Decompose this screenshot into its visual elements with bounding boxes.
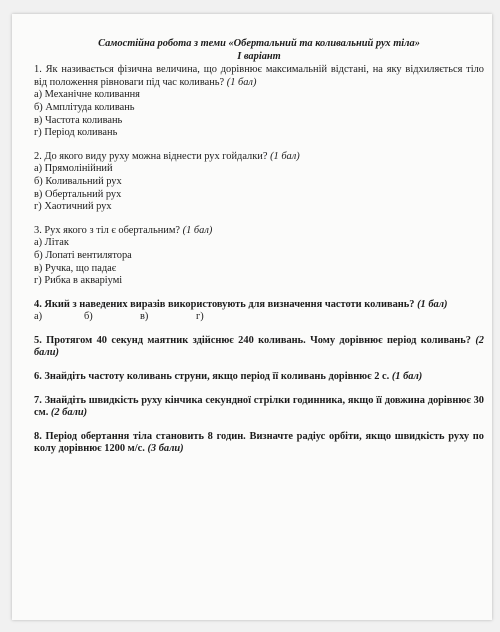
question-3-option-d: г) Рибка в акваріумі [34, 275, 123, 287]
question-3-points: (1 бал) [182, 224, 213, 236]
question-1-option-c: в) Частота коливань [34, 114, 123, 126]
question-1-option-d: г) Період коливань [34, 127, 118, 139]
question-3-text: 3. Рух якого з тіл є обертальним? (1 бал) [34, 224, 213, 236]
question-6 [34, 371, 484, 384]
question-2-text: 2. До якого виду руху можна віднести рух гойдалки? (1 бал) [34, 150, 300, 162]
question-2-option-a: а) Прямолінійний [34, 163, 113, 175]
question-8-points: (3 бали) [147, 443, 184, 455]
question-4-option-a: а) [34, 311, 43, 323]
question-6-text: 6. Знайдіть частоту коливань струни, якщо період її коливань дорівнює 2 с. (1 бал) [34, 371, 423, 383]
question-1-option-b: б) Амплітуда коливань [34, 101, 135, 113]
question-4 [34, 299, 484, 324]
question-2 [34, 151, 484, 214]
question-2-option-d: г) Хаотичний рух [34, 201, 112, 213]
question-5 [34, 335, 484, 360]
question-3-option-a: а) Літак [34, 237, 69, 249]
question-7-points: (2 бали) [50, 407, 88, 419]
question-4-option-c: в) [140, 311, 149, 323]
question-2-points: (1 бал) [270, 150, 300, 162]
worksheet-content [34, 38, 484, 467]
question-6-points: (1 бал) [391, 371, 423, 383]
question-4-option-b: б) [84, 311, 93, 323]
question-1-option-a: а) Механічне коливання [34, 89, 140, 101]
question-1-points: (1 бал) [226, 76, 257, 88]
question-3-option-c: в) Ручка, що падає [34, 262, 117, 274]
question-8-text: 8. Період обертання тіла становить 8 годин. Визначте радіус орбіти, якщо швидкість руху по колу дорівнює 1200 м/с. (3 бали) [34, 430, 484, 455]
question-5-points: (2 бали) [34, 334, 484, 359]
question-8 [34, 431, 484, 456]
question-4-option-d: г) [196, 311, 204, 323]
question-2-option-b: б) Коливальний рух [34, 175, 122, 187]
question-3 [34, 225, 484, 288]
question-7 [34, 395, 484, 420]
question-3-option-b: б) Лопаті вентилятора [34, 249, 132, 261]
question-1 [34, 64, 484, 140]
question-7-text: 7. Знайдіть швидкість руху кінчика секундної стрілки годинника, якщо її довжина дорівнює 30 см. (2 бали) [34, 394, 484, 419]
question-1-text: 1. Як називається фізична величина, що дорівнює максимальній відстані, на яку відхиляється тіло від положення рівноваги під час коливань? (1 бал) [34, 64, 484, 88]
question-4-options [34, 311, 484, 324]
variant-label: I варіант [237, 50, 281, 62]
question-2-option-c: в) Обертальний рух [34, 188, 122, 200]
worksheet-page [12, 14, 492, 620]
question-5-text: 5. Протягом 40 секунд маятник здійснює 240 коливань. Чому дорівнює період коливань? (2 бали) [34, 334, 484, 359]
worksheet-title: Самостійна робота з теми «Обертальний та коливальний рух тіла» [98, 38, 420, 49]
question-4-points: (1 бал) [417, 298, 448, 310]
question-4-text: 4. Який з наведених виразів використовують для визначення частоти коливань? (1 бал) [34, 298, 448, 310]
